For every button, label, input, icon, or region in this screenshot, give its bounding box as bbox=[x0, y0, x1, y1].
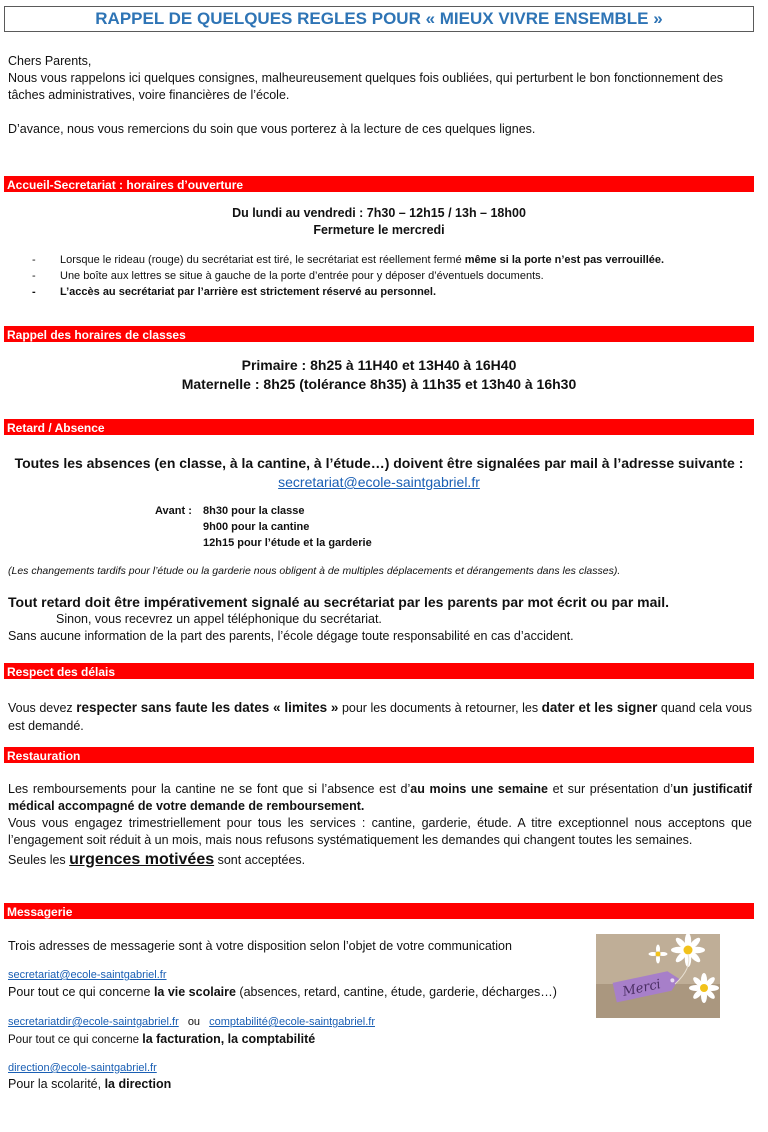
list-item: - L’accès au secrétariat par l’arrière est strictement réservé au personnel. bbox=[32, 284, 752, 300]
list-item: - Lorsque le rideau (rouge) du secrétariat est tiré, le secrétariat est réellement fermé même si la porte n’est pas verrouillée. bbox=[32, 252, 752, 268]
intro bbox=[8, 53, 752, 138]
accueil-hours-block bbox=[4, 205, 754, 239]
section-bar-messagerie bbox=[4, 903, 754, 919]
accueil-list bbox=[32, 252, 752, 300]
messagerie-intro: Trois adresses de messagerie sont à votre disposition selon l’objet de votre communication bbox=[8, 939, 512, 953]
or-text: ou bbox=[187, 1016, 201, 1028]
email-secretariat-desc: Pour tout ce qui concerne la vie scolaire (absences, retard, cantine, étude, garderie, décharges…) bbox=[8, 985, 557, 999]
deadline-etude: 12h15 pour l’étude et la garderie bbox=[203, 537, 372, 549]
section-bar-restauration bbox=[4, 747, 754, 763]
responsibility-notice: Sans aucune information de la part des parents, l’école dégage toute responsabilité en cas d’accident. bbox=[8, 629, 574, 643]
section-bar-accueil bbox=[4, 176, 754, 192]
absence-email-link[interactable]: secretariat@ecole-saintgabriel.fr bbox=[278, 474, 480, 490]
opening-hours: Du lundi au vendredi : 7h30 – 12h15 / 13h – 18h00 bbox=[232, 206, 526, 220]
restauration-text bbox=[8, 781, 752, 869]
closed-day: Fermeture le mercredi bbox=[313, 223, 445, 237]
list-item: - Une boîte aux lettres se situe à gauche de la porte d’entrée pour y déposer d’éventuels documents. bbox=[32, 268, 752, 284]
page-title: RAPPEL DE QUELQUES REGLES POUR « MIEUX VIVRE ENSEMBLE » bbox=[95, 9, 663, 28]
section-bar-retard bbox=[4, 419, 754, 435]
commitment-rule: Vous vous engagez trimestriellement pour tous les services : cantine, garderie, étude. A titre exceptionnel nous acceptons que l’engagement soit réduit à un mois, mais nous refusons systématiquement les demandes qui changent toutes les semaines. bbox=[8, 816, 752, 847]
email-row-2 bbox=[8, 1015, 375, 1030]
maternelle-hours: Maternelle : 8h25 (tolérance 8h35) à 11h35 et 13h40 à 16h30 bbox=[181, 376, 577, 392]
primaire-hours: Primaire : 8h25 à 11H40 et 13H40 à 16H40 bbox=[241, 357, 517, 373]
deadline-cantine: 9h00 pour la cantine bbox=[203, 521, 310, 533]
retard-notice: Tout retard doit être impérativement signalé au secrétariat par les parents par mot écrit ou par mail. bbox=[8, 594, 670, 610]
daisy-image bbox=[596, 934, 720, 1018]
intro-line1: Nous vous rappelons ici quelques consignes, malheureusement quelques fois oubliées, qui perturbent le bon fonctionnement des tâches administratives, voire financières de l’école. bbox=[8, 71, 724, 102]
deadline-class: 8h30 pour la classe bbox=[203, 505, 305, 517]
class-hours-block bbox=[4, 356, 754, 394]
section-heading: Accueil-Secretariat : horaires d’ouverture bbox=[7, 178, 244, 192]
deadlines-list bbox=[203, 503, 372, 551]
email-direction-desc: Pour la scolarité, la direction bbox=[8, 1077, 172, 1091]
section-bar-classes bbox=[4, 326, 754, 342]
section-bar-delais bbox=[4, 663, 754, 679]
greeting: Chers Parents, bbox=[8, 54, 92, 68]
refund-rule: Les remboursements pour la cantine ne se font que si l’absence est d’au moins une semaine et sur présentation d’un justificatif médical accompagné de votre demande de remboursement. bbox=[8, 782, 752, 813]
merci-photo bbox=[596, 934, 720, 1018]
section-heading: Messagerie bbox=[7, 905, 73, 919]
section-heading: Restauration bbox=[7, 749, 81, 763]
absences-notice: Toutes les absences (en classe, à la cantine, à l’étude…) doivent être signalées par mail à l’adresse suivante : bbox=[14, 455, 744, 471]
phone-call-notice: Sinon, vous recevrez un appel téléphonique du secrétariat. bbox=[56, 612, 382, 626]
absences-block bbox=[4, 454, 754, 492]
late-changes-note: (Les changements tardifs pour l’étude ou la garderie nous obligent à de multiples déplacements et dérangements dans les classes). bbox=[8, 565, 621, 577]
title-box bbox=[4, 6, 754, 32]
section-heading: Respect des délais bbox=[7, 665, 116, 679]
section-heading: Rappel des horaires de classes bbox=[7, 328, 186, 342]
urgences-rule: Seules les urgences motivées sont acceptées. bbox=[8, 851, 306, 868]
avant-label: Avant : bbox=[155, 505, 192, 517]
intro-line2: D’avance, nous vous remercions du soin que vous porterez à la lecture de ces quelques lignes. bbox=[8, 122, 536, 136]
delais-text: Vous devez respecter sans faute les dates « limites » pour les documents à retourner, les dater et les signer quand cela vous est demandé. bbox=[8, 700, 752, 733]
email-direction-link[interactable]: direction@ecole-saintgabriel.fr bbox=[8, 1062, 157, 1074]
email-secretariatdir-link[interactable]: secretariatdir@ecole-saintgabriel.fr bbox=[8, 1016, 179, 1028]
section-heading: Retard / Absence bbox=[7, 421, 105, 435]
email-secretariat-link[interactable]: secretariat@ecole-saintgabriel.fr bbox=[8, 969, 167, 981]
email-comptabilite-link[interactable]: comptabilité@ecole-saintgabriel.fr bbox=[209, 1016, 375, 1028]
email-compta-desc: Pour tout ce qui concerne la facturation, la comptabilité bbox=[8, 1032, 316, 1046]
svg-text:Merci: Merci bbox=[621, 977, 663, 1000]
